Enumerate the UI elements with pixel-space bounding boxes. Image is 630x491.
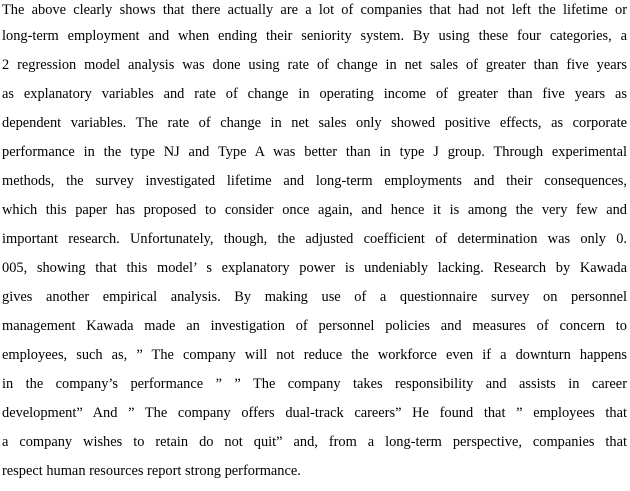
paragraph-line-12: management Kawada made an investigation of personnel policies and measures of concern to <box>2 318 627 334</box>
paragraph-line-10: 005, showing that this model’ s explanatory power is undeniably lacking. Research by Kawada <box>2 260 627 276</box>
paragraph-line-4: as explanatory variables and rate of change in operating income of greater than five years as <box>2 86 627 102</box>
paragraph-line-6: performance in the type NJ and Type A was better than in type J group. Through experimental <box>2 144 627 160</box>
paragraph-line-2: long-term employment and when ending their seniority system. By using these four categories, a <box>2 28 627 44</box>
paragraph-line-15: development” And ” The company offers dual-track careers” He found that ” employees that <box>2 405 627 421</box>
paragraph-line-17: respect human resources report strong performance. <box>2 463 301 479</box>
paragraph-line-7: methods, the survey investigated lifetime and long-term employments and their consequences, <box>2 173 627 189</box>
paragraph-line-5: dependent variables. The rate of change in net sales only showed positive effects, as corporate <box>2 115 627 131</box>
paragraph-line-1: The above clearly shows that there actually are a lot of companies that had not left the lifetime or <box>2 2 627 18</box>
paragraph-line-14: in the company’s performance ” ” The company takes responsibility and assists in career <box>2 376 627 392</box>
paragraph-line-13: employees, such as, ” The company will not reduce the workforce even if a downturn happens <box>2 347 627 363</box>
paragraph-line-16: a company wishes to retain do not quit” and, from a long-term perspective, companies that <box>2 434 627 450</box>
paragraph-line-9: important research. Unfortunately, though, the adjusted coefficient of determination was only 0. <box>2 231 627 247</box>
paragraph-line-3: 2 regression model analysis was done using rate of change in net sales of greater than five years <box>2 57 627 73</box>
paragraph-line-8: which this paper has proposed to consider once again, and hence it is among the very few and <box>2 202 627 218</box>
paragraph-line-11: gives another empirical analysis. By making use of a questionnaire survey on personnel <box>2 289 627 305</box>
